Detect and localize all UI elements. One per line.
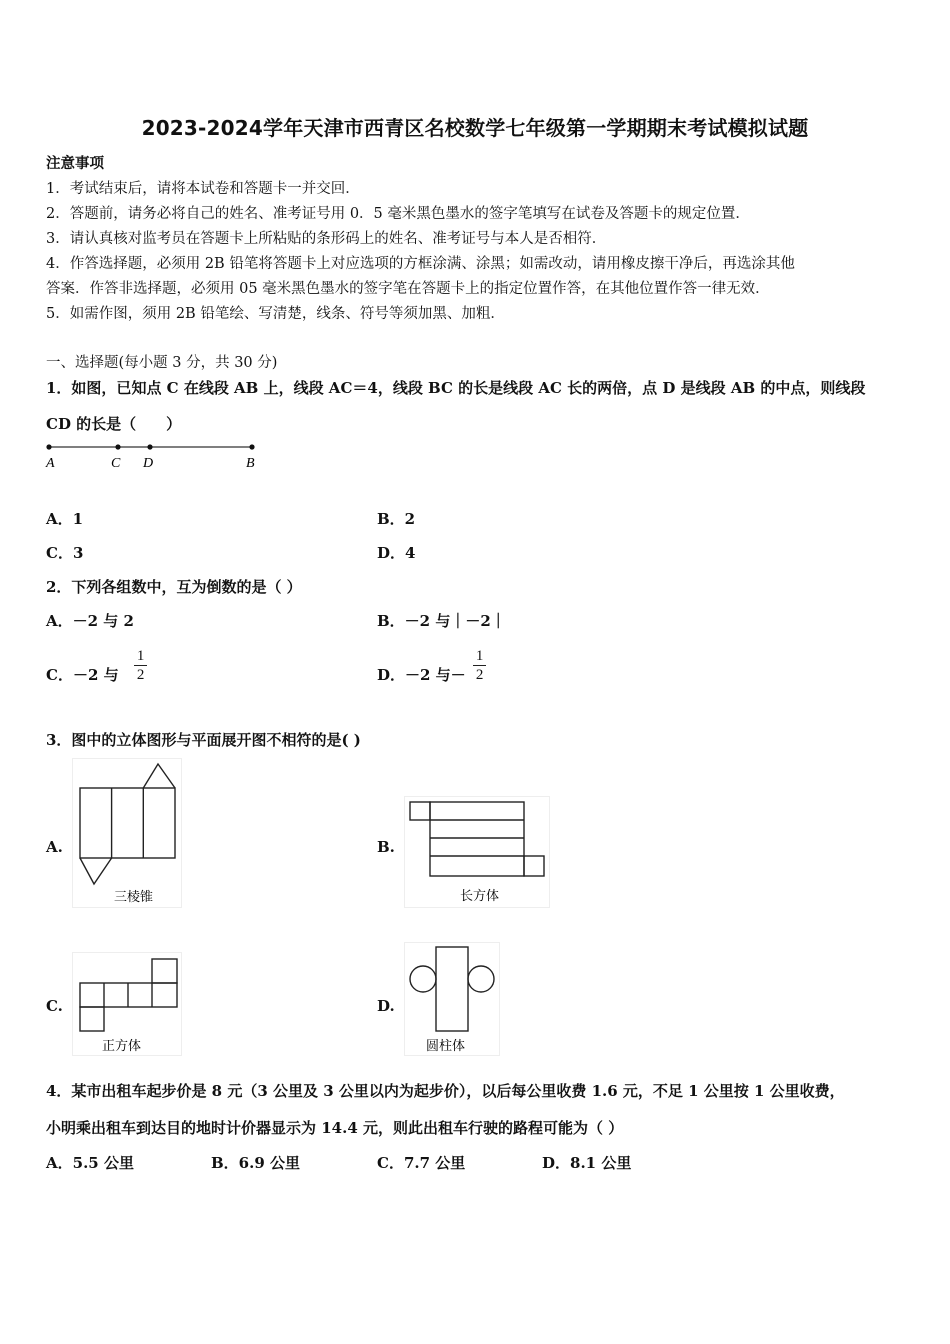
fraction-one-half [473,647,487,684]
notice-item: 2．答题前，请务必将自己的姓名、准考证号用 0．5 毫米黑色墨水的签字笔填写在试卷及答题卡的规定位置． [46,206,750,222]
net-circle [410,966,436,992]
section-heading: 一、选择题(每小题 3 分，共 30 分) [46,355,278,371]
q3-option-c-label[interactable]: C. [46,997,63,1015]
net-bottom-triangle [80,858,112,884]
q1-option-b[interactable]: B．2 [377,510,416,528]
caption-pyramid: 三棱锥 [114,890,154,905]
net-rect [80,788,175,858]
fraction-numerator: 1 [134,647,148,666]
label-b: B [246,456,255,471]
q2-option-a[interactable]: A．－2 与 2 [46,612,134,630]
caption-cuboid: 长方体 [460,889,500,904]
q2-option-b[interactable]: B．－2 与｜－2｜ [377,612,506,630]
fraction-one-half [134,647,148,684]
net-flap [410,802,430,820]
segment-figure [42,440,272,472]
cuboid-net-figure [404,796,550,908]
question-2-stem: 2．下列各组数中，互为倒数的是（ ） [46,578,302,596]
label-d: D [143,456,154,471]
q1-option-d[interactable]: D．4 [377,544,416,562]
q4-option-c[interactable]: C．7.7 公里 [377,1154,466,1172]
q4-option-b[interactable]: B．6.9 公里 [211,1154,300,1172]
question-4-stem: 4．某市出租车起步价是 8 元（3 公里及 3 公里以内为起步价），以后每公里收费 1.6 元，不足 1 公里按 1 公里收费， [46,1082,845,1100]
cylinder-net-figure [404,942,500,1056]
question-1-stem-cont: CD 的长是（ ） [46,415,182,433]
notice-item: 3．请认真核对监考员在答题卡上所粘贴的条形码上的姓名、准考证号与本人是否相符． [46,231,607,247]
caption-cylinder: 圆柱体 [426,1039,466,1054]
q3-option-a-label[interactable]: A. [46,838,63,856]
notice-item: 1．考试结束后，请将本试卷和答题卡一并交回． [46,181,360,197]
question-4-stem-cont: 小明乘出租车到达目的地时计价器显示为 14.4 元，则此出租车行驶的路程可能为（ ） [46,1119,624,1137]
fraction-denominator: 2 [475,667,484,683]
q2-option-d[interactable] [377,646,486,685]
q1-option-c[interactable]: C．3 [46,544,84,562]
q4-option-a[interactable]: A．5.5 公里 [46,1154,134,1172]
question-1-stem: 1．如图，已知点 C 在线段 AB 上，线段 AC＝4，线段 BC 的长是线段 AC 长的两倍，点 D 是线段 AB 的中点，则线段 [46,379,866,397]
label-c: C [111,456,121,471]
q2-option-c[interactable] [46,646,147,685]
question-3-stem: 3．图中的立体图形与平面展开图不相符的是( ) [46,731,361,749]
net-circle [468,966,494,992]
net-flap [524,856,544,876]
point-b [249,444,254,449]
fraction-numerator: 1 [473,647,487,666]
figure-frame [73,759,182,908]
fraction-denominator: 2 [136,667,145,683]
notice-item: 答案．作答非选择题，必须用 05 毫米黑色墨水的签字笔在答题卡上的指定位置作答，在其他位置作答一律无效． [46,281,770,297]
notice-heading: 注意事项 [46,155,104,172]
q3-option-d-label[interactable]: D. [377,997,395,1015]
q3-option-b-label[interactable]: B. [377,838,395,856]
point-a [46,444,51,449]
net-body [430,802,524,876]
q2-option-c-text: C．－2 与 [46,666,119,684]
net-square [80,1007,104,1031]
net-rect [436,947,468,1031]
net-top-triangle [143,764,175,788]
q1-option-a[interactable]: A．1 [46,510,84,528]
page-title: 2023-2024学年天津市西青区名校数学七年级第一学期期末考试模拟试题 [141,116,809,140]
label-a: A [46,456,55,471]
point-c [115,444,120,449]
point-d [147,444,152,449]
net-square [152,959,177,983]
caption-cube: 正方体 [102,1039,142,1054]
notice-item: 4．作答选择题，必须用 2B 铅笔将答题卡上对应选项的方框涂满、涂黑；如需改动，请用橡皮擦干净后，再选涂其他 [46,256,795,272]
q4-option-d[interactable]: D．8.1 公里 [542,1154,632,1172]
pyramid-net-figure [72,758,182,908]
notice-item: 5．如需作图，须用 2B 铅笔绘、写清楚，线条、符号等须加黑、加粗． [46,306,505,322]
cube-net-figure [72,952,182,1056]
q2-option-d-text: D．－2 与－ [377,666,466,684]
